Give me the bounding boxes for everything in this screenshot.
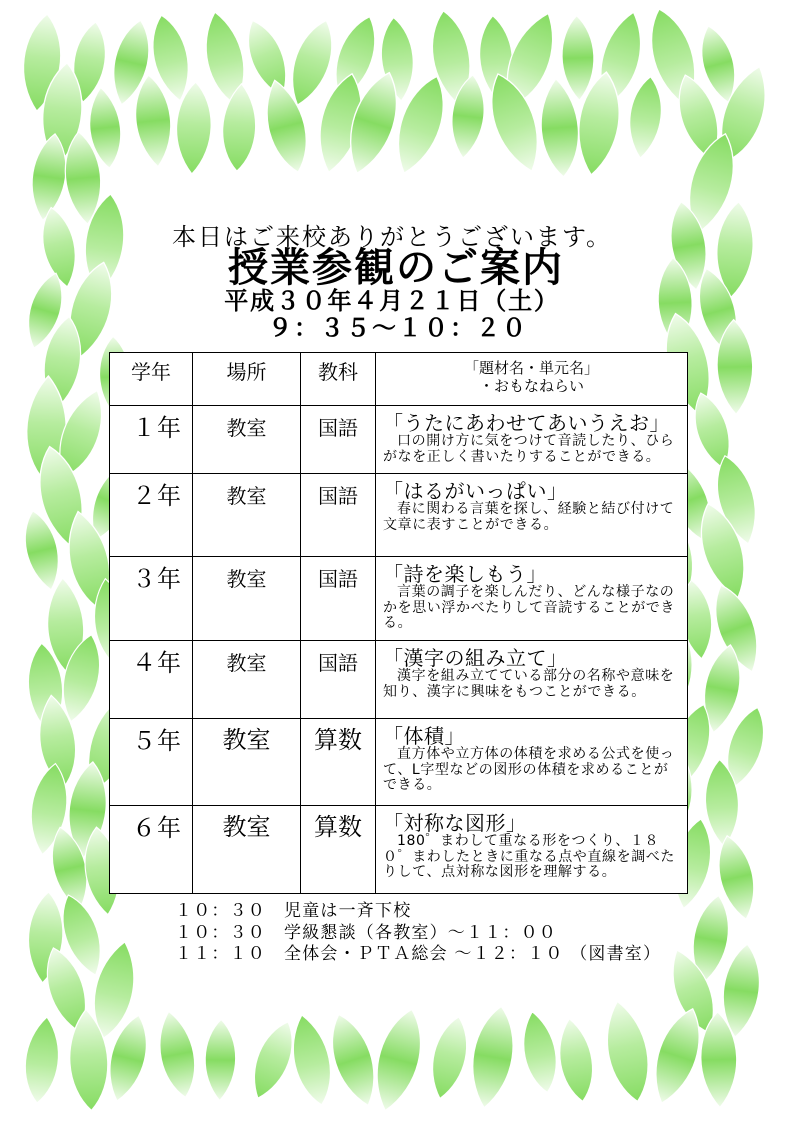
- header-topic: [376, 353, 688, 406]
- event-date: 平成３０年４月２１日（土）: [224, 287, 560, 315]
- table-row: [110, 557, 688, 641]
- topic-cell: [376, 406, 688, 474]
- schedule-text: 児童は一斉下校: [284, 901, 412, 921]
- page-title: 授業参観のご案内: [228, 245, 564, 291]
- table-row: [110, 406, 688, 474]
- schedule-time: １１：１０: [175, 944, 266, 964]
- place-cell: 教室: [193, 474, 301, 557]
- table-row: [110, 641, 688, 719]
- schedule-text: 全体会・ＰＴＡ総会 ～１２：１０ （図書室）: [284, 944, 662, 964]
- table-row: [110, 474, 688, 557]
- header-grade: 学年: [110, 353, 193, 406]
- grade-cell: ６年: [110, 806, 193, 894]
- topic-aim: 直方体や立方体の体積を求める公式を使って、L字型などの図形の体積を求めることができる。: [383, 746, 675, 793]
- header-subject: 教科: [301, 353, 376, 406]
- topic-cell: [376, 806, 688, 894]
- place-cell: 教室: [193, 641, 301, 719]
- header-topic-line1: 「題材名・単元名」: [463, 359, 599, 377]
- grade-cell: ２年: [110, 474, 193, 557]
- topic-aim: 漢字を組み立てている部分の名称や意味を知り、漢字に興味をもつことができる。: [383, 668, 675, 700]
- topic-cell: [376, 719, 688, 806]
- topic-aim: 180゜まわして重なる形をつくり、１８０゜まわしたときに重なる点や直線を調べたりして、点対称な図形を理解する。: [383, 833, 675, 880]
- greeting-text: 本日はご来校ありがとうございます。: [171, 223, 613, 251]
- topic-cell: [376, 474, 688, 557]
- topic-title: 「体積」: [383, 724, 465, 748]
- grade-cell: ４年: [110, 641, 193, 719]
- place-cell: 教室: [193, 406, 301, 474]
- topic-aim: 春に関わる言葉を探し、経験と結び付けて文章に表すことができる。: [383, 501, 675, 533]
- header-topic-line2: ・おもなねらい: [478, 377, 584, 395]
- table-header-row: [110, 353, 688, 406]
- place-cell: 教室: [193, 806, 301, 894]
- schedule-time: １０：３０: [175, 922, 266, 943]
- topic-title: 「はるがいっぱい」: [383, 479, 568, 503]
- topic-cell: [376, 557, 688, 641]
- topic-title: 「漢字の組み立て」: [383, 646, 568, 670]
- place-cell: 教室: [193, 557, 301, 641]
- schedule-text: 学級懇談（各教室）～１１：００: [284, 922, 557, 943]
- header-place: 場所: [193, 353, 301, 406]
- schedule-line: [175, 901, 661, 923]
- schedule-line: [175, 944, 661, 966]
- topic-aim: 口の開け方に気をつけて音読したり、ひらがなを正しく書いたりすることができる。: [383, 433, 675, 465]
- subject-cell: 国語: [301, 406, 376, 474]
- table-row: [110, 806, 688, 894]
- table-row: [110, 719, 688, 806]
- event-time: ９：３５～１０：２０: [268, 314, 528, 342]
- subject-cell: 国語: [301, 641, 376, 719]
- after-class-schedule: [175, 901, 661, 966]
- schedule-time: １０：３０: [175, 901, 266, 921]
- subject-cell: 国語: [301, 474, 376, 557]
- grade-cell: １年: [110, 406, 193, 474]
- schedule-line: [175, 923, 661, 945]
- grade-cell: ３年: [110, 557, 193, 641]
- place-cell: 教室: [193, 719, 301, 806]
- topic-title: 「うたにあわせてあいうえお」: [383, 411, 670, 435]
- topic-title: 「詩を楽しもう」: [383, 562, 547, 586]
- topic-cell: [376, 641, 688, 719]
- class-observation-table: [109, 352, 688, 894]
- subject-cell: 算数: [301, 719, 376, 806]
- subject-cell: 国語: [301, 557, 376, 641]
- topic-aim: 言葉の調子を楽しんだり、どんな様子なのかを思い浮かべたりして音読することができる。: [383, 584, 675, 631]
- subject-cell: 算数: [301, 806, 376, 894]
- grade-cell: ５年: [110, 719, 193, 806]
- topic-title: 「対称な図形」: [383, 811, 527, 835]
